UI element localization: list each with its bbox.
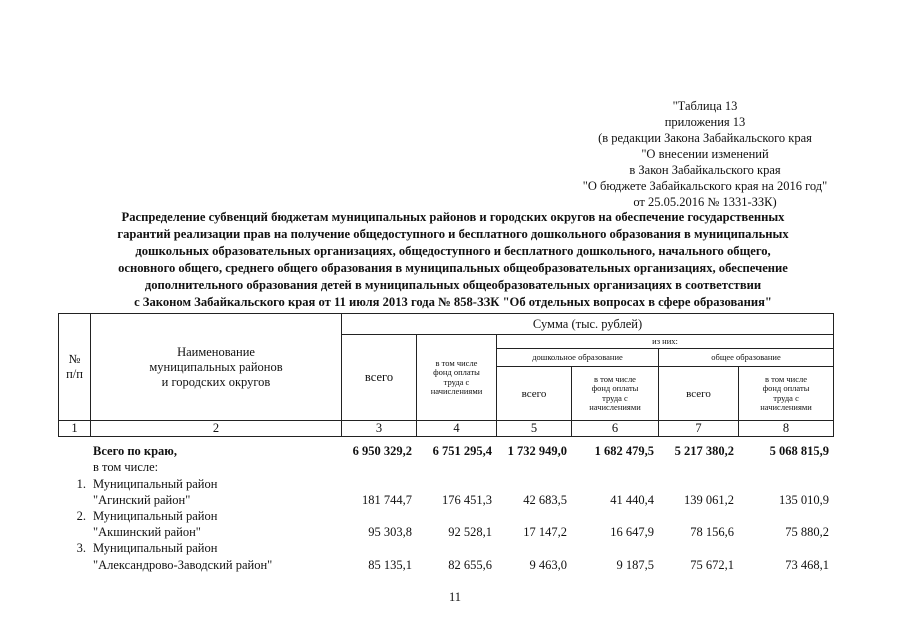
page-number: 11 [448, 590, 462, 604]
row-value [416, 475, 496, 491]
col-index: 2 [91, 421, 342, 437]
row-index: 1. [76, 476, 86, 491]
row-value [571, 540, 658, 556]
row-value [571, 508, 658, 524]
sum-header: Сумма (тыс. рублей) [342, 314, 834, 335]
title-line: основного общего, среднего общего образования в муниципальных общеобразовательных организациях, обеспечение [118, 261, 788, 275]
row-index [58, 459, 90, 475]
payroll-label: в том числе [594, 373, 636, 384]
row-index [58, 524, 90, 540]
table-row [58, 443, 833, 459]
payroll-label: начислениями [430, 386, 483, 396]
table-row [58, 492, 833, 508]
title-line: дополнительного образования детей в муниципальных общеобразовательных организациях в соответствии [144, 278, 762, 292]
row-value [738, 475, 833, 491]
table-row [58, 540, 833, 556]
row-value: 9 463,0 [529, 557, 567, 572]
row-value: 75 672,1 [690, 557, 734, 572]
preschool-payroll-header [572, 367, 659, 421]
table-row [58, 475, 833, 491]
row-index [58, 443, 90, 459]
row-value [416, 508, 496, 524]
general-header: общее образование [659, 349, 834, 367]
row-name: "Александрово-Заводский район" [93, 557, 273, 572]
table-body [58, 443, 833, 573]
row-value: 78 156,6 [690, 525, 734, 540]
row-value [571, 475, 658, 491]
row-value [738, 459, 833, 475]
row-value: 135 010,9 [779, 492, 829, 507]
row-value [341, 459, 416, 475]
header-note-line: от 25.05.2016 № 1331-ЗЗК) [633, 195, 777, 209]
row-value: 41 440,4 [610, 492, 654, 507]
table-row [58, 508, 833, 524]
row-index: 2. [76, 508, 86, 523]
row-value: 17 147,2 [523, 525, 567, 540]
row-index [58, 556, 90, 572]
col-number-label: п/п [66, 367, 83, 381]
row-value: 176 451,3 [442, 492, 492, 507]
row-value: 16 647,9 [610, 525, 654, 540]
row-value [738, 540, 833, 556]
row-name: "Агинский район" [93, 492, 191, 507]
row-index [58, 492, 90, 508]
general-payroll-header [739, 367, 834, 421]
preschool-total-header: всего [497, 367, 572, 421]
row-name: в том числе: [93, 460, 159, 475]
row-value [416, 540, 496, 556]
preschool-header: дошкольное образование [497, 349, 659, 367]
row-value [658, 459, 738, 475]
header-note-line: приложения 13 [664, 115, 746, 129]
title-line: Распределение субвенций бюджетам муниципальных районов и городских округов на обеспечение государственных [121, 210, 785, 224]
col-name-label: муниципальных районов [149, 359, 283, 374]
col-index: 5 [497, 421, 572, 437]
row-name: Муниципальный район [93, 508, 218, 523]
row-value: 42 683,5 [523, 492, 567, 507]
table-header [58, 313, 834, 437]
header-note [560, 98, 850, 210]
row-name: Муниципальный район [93, 541, 218, 556]
row-value [658, 508, 738, 524]
payroll-label: фонд оплаты [762, 383, 810, 393]
row-index: 3. [76, 541, 86, 556]
row-value: 95 303,8 [368, 525, 412, 540]
row-value [496, 508, 571, 524]
title-line: дошкольных образовательных организациях, общедоступного и бесплатного дошкольного, начального общего, [135, 244, 771, 258]
of-which-header: из них: [497, 335, 834, 349]
header-note-line: "О внесении изменений [641, 147, 769, 161]
col-number-header [59, 314, 91, 421]
row-value: 1 682 479,5 [594, 444, 654, 459]
row-value [341, 540, 416, 556]
col-index: 8 [739, 421, 834, 437]
row-value [416, 459, 496, 475]
total-header: всего [342, 335, 417, 421]
row-value: 92 528,1 [448, 525, 492, 540]
payroll-label: начислениями [589, 402, 641, 412]
title-line: с Законом Забайкальского края от 11 июля 2013 года № 858-ЗЗК "Об отдельных вопросах в сфере образования" [134, 295, 772, 309]
payroll-label: труда с [443, 376, 470, 387]
col-index: 1 [59, 421, 91, 437]
general-total-header: всего [659, 367, 739, 421]
title-line: гарантий реализации прав на получение общедоступного и бесплатного дошкольного образования в муниципальных [117, 227, 789, 241]
row-value: 1 732 949,0 [507, 444, 567, 459]
row-value: 181 744,7 [362, 492, 412, 507]
row-value [738, 508, 833, 524]
row-name: Муниципальный район [93, 476, 218, 491]
row-value [571, 459, 658, 475]
col-index: 3 [342, 421, 417, 437]
header-note-line: "Таблица 13 [672, 99, 738, 113]
row-value: 5 217 380,2 [674, 444, 734, 459]
row-value [496, 540, 571, 556]
row-value: 75 880,2 [785, 525, 829, 540]
col-index: 7 [659, 421, 739, 437]
row-value: 139 061,2 [684, 492, 734, 507]
payroll-label: труда с [773, 392, 799, 403]
col-name-label: и городских округов [161, 374, 271, 389]
header-note-line: в Закон Забайкальского края [629, 163, 781, 177]
payroll-label: начислениями [760, 402, 812, 412]
payroll-label: фонд оплаты [591, 383, 639, 393]
row-value [341, 475, 416, 491]
table-row [58, 524, 833, 540]
row-value [341, 508, 416, 524]
col-index: 6 [572, 421, 659, 437]
row-value: 5 068 815,9 [769, 444, 829, 459]
row-name: "Акшинский район" [93, 525, 201, 540]
row-value: 82 655,6 [448, 557, 492, 572]
document-title [58, 209, 848, 311]
payroll-label: фонд оплаты [433, 367, 480, 377]
col-name-label: Наименование [177, 344, 255, 359]
table-row [58, 556, 833, 572]
payroll-label: в том числе [435, 357, 478, 368]
row-value [496, 459, 571, 475]
payroll-label: в том числе [765, 373, 807, 384]
header-note-line: "О бюджете Забайкальского края на 2016 год" [582, 179, 828, 193]
row-value: 6 950 329,2 [352, 444, 412, 459]
row-value: 9 187,5 [616, 557, 654, 572]
payroll-label: труда с [602, 392, 628, 403]
row-value [496, 475, 571, 491]
payroll-header [417, 335, 497, 421]
row-value: 6 751 295,4 [432, 444, 492, 459]
header-note-line: (в редакции Закона Забайкальского края [598, 131, 812, 145]
col-index: 4 [417, 421, 497, 437]
table-row [58, 459, 833, 475]
row-value [658, 540, 738, 556]
row-name: Всего по краю, [93, 444, 177, 459]
col-number-label: № [68, 352, 81, 366]
col-name-header [91, 314, 342, 421]
row-value [658, 475, 738, 491]
row-value: 73 468,1 [785, 557, 829, 572]
row-value: 85 135,1 [368, 557, 412, 572]
